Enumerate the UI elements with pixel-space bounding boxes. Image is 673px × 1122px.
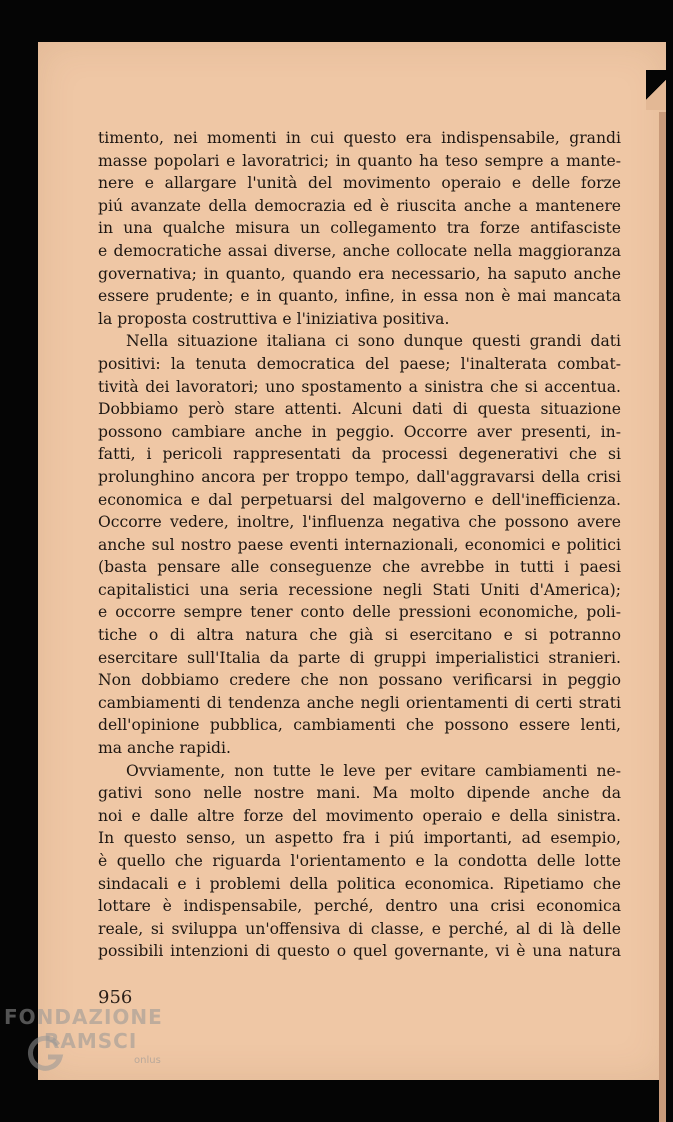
- watermark-text-bottom: RAMSCI: [44, 1029, 138, 1053]
- page-number: 956: [98, 987, 133, 1008]
- text-line: ma anche rapidi.: [98, 739, 231, 758]
- text-line: sindacali e i problemi della politica economica. Ripetiamo che: [98, 874, 621, 893]
- page-edge: [659, 112, 666, 1122]
- text-line: cambiamenti di tendenza anche negli orientamenti di certi strati: [98, 693, 621, 712]
- text-line: reale, si sviluppa un'offensiva di classe, e perché, al di là delle: [98, 919, 621, 938]
- book-page: [38, 42, 666, 1080]
- text-line: prolunghino ancora per troppo tempo, dall'aggravarsi della crisi: [98, 467, 621, 486]
- text-line-paragraph-start: Ovviamente, non tutte le leve per evitare cambiamenti ne-: [126, 761, 621, 780]
- text-line: economica e dal perpetuarsi del malgoverno e dell'inefficienza.: [98, 490, 621, 509]
- page-corner-fold: [646, 70, 666, 110]
- text-line: (basta pensare alle conseguenze che avrebbe in tutti i paesi: [98, 558, 621, 577]
- text-line: la proposta costruttiva e l'iniziativa positiva.: [98, 309, 450, 328]
- text-line: piú avanzate della democrazia ed è riuscita anche a mantenere: [98, 196, 621, 215]
- text-line: In questo senso, un aspetto fra i piú importanti, ad esempio,: [98, 829, 621, 848]
- text-line: possibili intenzioni di questo o quel governante, vi è una natura: [98, 942, 621, 961]
- text-line: timento, nei momenti in cui questo era indispensabile, grandi: [98, 129, 621, 147]
- text-line: masse popolari e lavoratrici; in quanto ha teso sempre a mante-: [98, 151, 621, 170]
- text-line: gativi sono nelle nostre mani. Ma molto dipende anche da: [98, 784, 621, 803]
- text-line: noi e dalle altre forze del movimento operaio e della sinistra.: [98, 806, 621, 825]
- text-line: capitalistici una seria recessione negli Stati Uniti d'America);: [98, 580, 621, 599]
- text-line: dell'opinione pubblica, cambiamenti che possono essere lenti,: [98, 716, 621, 735]
- text-line: lottare è indispensabile, perché, dentro una crisi economica: [98, 897, 621, 916]
- text-line: anche sul nostro paese eventi internazionali, economici e politici: [98, 535, 621, 554]
- text-line: esercitare sull'Italia da parte di gruppi imperialistici stranieri.: [98, 648, 621, 667]
- watermark-suffix: onlus: [134, 1055, 161, 1066]
- text-line: positivi: la tenuta democratica del paese; l'inalterata combat-: [98, 354, 621, 373]
- text-line: fatti, i pericoli rappresentati da processi degenerativi che si: [98, 445, 621, 464]
- watermark-text-top: FONDAZIONE: [4, 1005, 163, 1029]
- text-line: Dobbiamo però stare attenti. Alcuni dati di questa situazione: [98, 400, 621, 419]
- fondazione-gramsci-watermark: [4, 1005, 184, 1075]
- text-line: tiche o di altra natura che già si esercitano e si potranno: [98, 626, 621, 645]
- text-line: è quello che riguarda l'orientamento e la condotta delle lotte: [98, 852, 621, 870]
- text-line: e democratiche assai diverse, anche collocate nella maggioranza: [98, 241, 621, 260]
- text-line: tività dei lavoratori; uno spostamento a sinistra che si accentua.: [98, 377, 621, 396]
- text-line: e occorre sempre tener conto delle pressioni economiche, poli-: [98, 603, 621, 622]
- text-line: Occorre vedere, inoltre, l'influenza negativa che possono avere: [98, 513, 621, 532]
- body-text: [98, 127, 621, 963]
- text-line: nere e allargare l'unità del movimento operaio e delle forze: [98, 174, 621, 193]
- text-line: Non dobbiamo credere che non possano verificarsi in peggio: [98, 671, 621, 690]
- text-line-paragraph-start: Nella situazione italiana ci sono dunque questi grandi dati: [126, 332, 621, 351]
- text-line: possono cambiare anche in peggio. Occorre aver presenti, in-: [98, 422, 621, 441]
- text-line: essere prudente; e in quanto, infine, in essa non è mai mancata: [98, 287, 621, 306]
- text-line: governativa; in quanto, quando era necessario, ha saputo anche: [98, 264, 621, 283]
- text-line: in una qualche misura un collegamento tra forze antifasciste: [98, 219, 621, 238]
